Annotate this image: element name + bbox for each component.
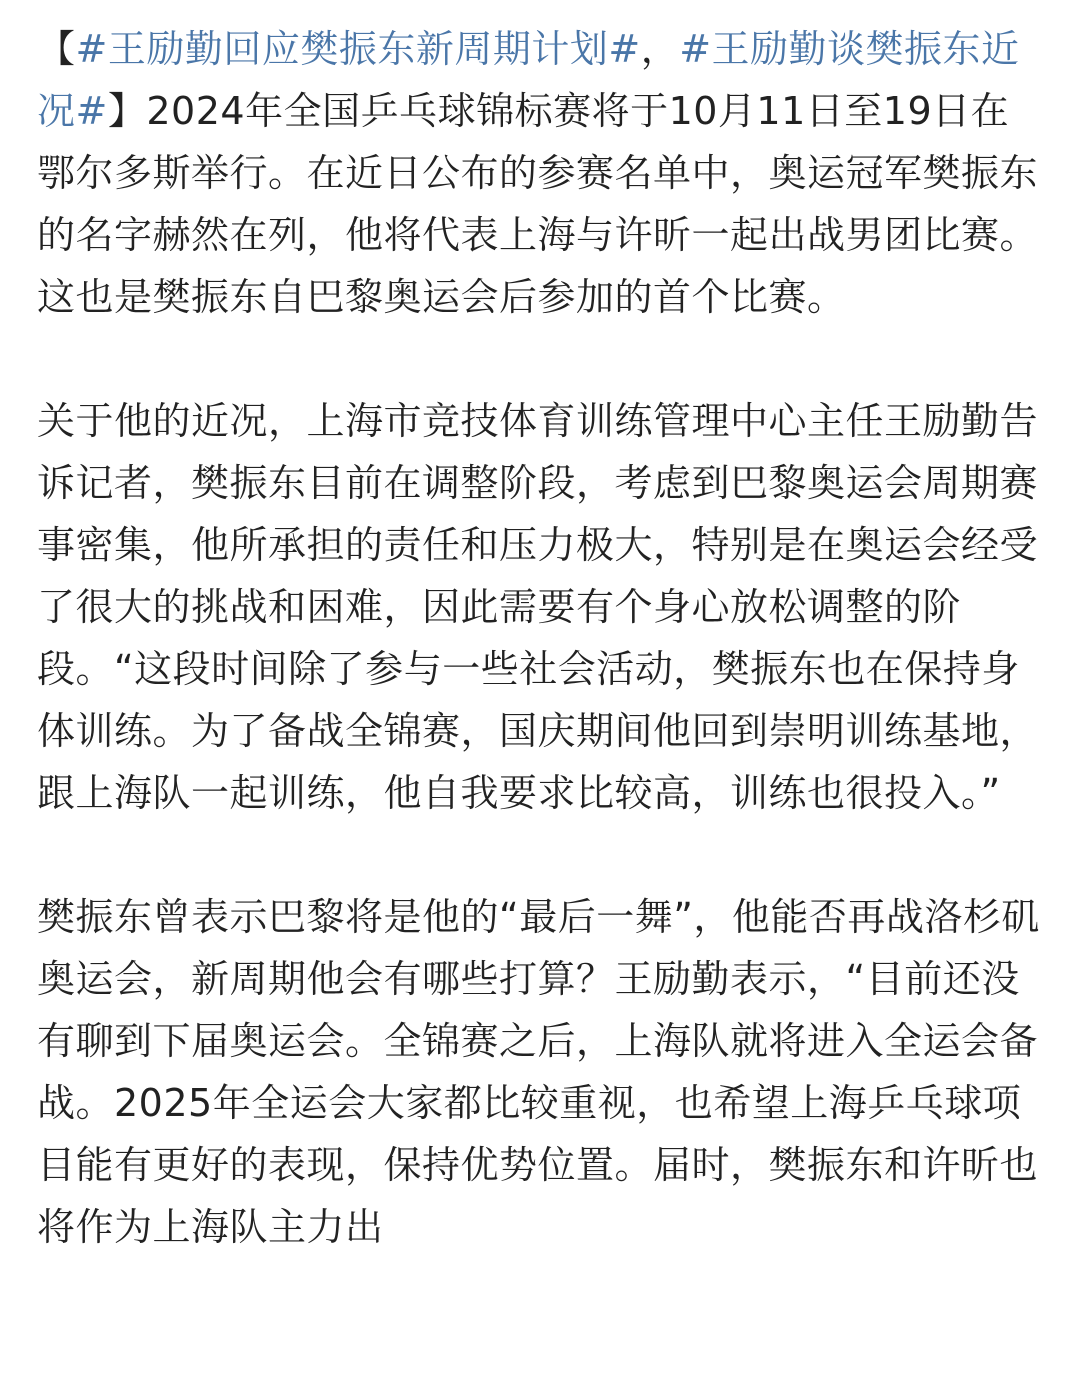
bracket-open: 【 xyxy=(37,27,76,71)
paragraph-1-body: 2024年全国乒乓球锦标赛将于10月11日至19日在鄂尔多斯举行。在近日公布的参赛名单中，奥运冠军樊振东的名字赫然在列，他将代表上海与许昕一起出战男团比赛。这也是樊振东自巴黎奥运会后参加的首个比赛。 xyxy=(37,89,1039,319)
post-paragraph-1 xyxy=(37,18,1047,328)
topic-link-fan-zhendong-status[interactable]: #王励勤谈樊振东近况# xyxy=(37,27,1020,133)
bracket-close: 】 xyxy=(107,89,147,133)
post-content xyxy=(37,18,1047,1320)
post-paragraph-2: 关于他的近况，上海市竞技体育训练管理中心主任王励勤告诉记者，樊振东目前在调整阶段，考虑到巴黎奥运会周期赛事密集，他所承担的责任和压力极大，特别是在奥运会经受了很大的挑战和困难，因此需要有个身心放松调整的阶段。“这段时间除了参与一些社会活动，樊振东也在保持身体训练。为了备战全锦赛，国庆期间他回到崇明训练基地，跟上海队一起训练，他自我要求比较高，训练也很投入。” xyxy=(37,399,1039,815)
post-paragraph-3: 樊振东曾表示巴黎将是他的“最后一舞”，他能否再战洛杉矶奥运会，新周期他会有哪些打算？王励勤表示，“目前还没有聊到下届奥运会。全锦赛之后，上海队就将进入全运会备战。2025年全运会大家都比较重视，也希望上海乒乓球项目能有更好的表现，保持优势位置。届时，樊振东和许昕也将作为上海队主力出 xyxy=(37,895,1040,1249)
topic-link-fan-zhendong-plan[interactable]: #王励勤回应樊振东新周期计划# xyxy=(75,27,641,71)
topic-separator: ， xyxy=(640,27,680,71)
